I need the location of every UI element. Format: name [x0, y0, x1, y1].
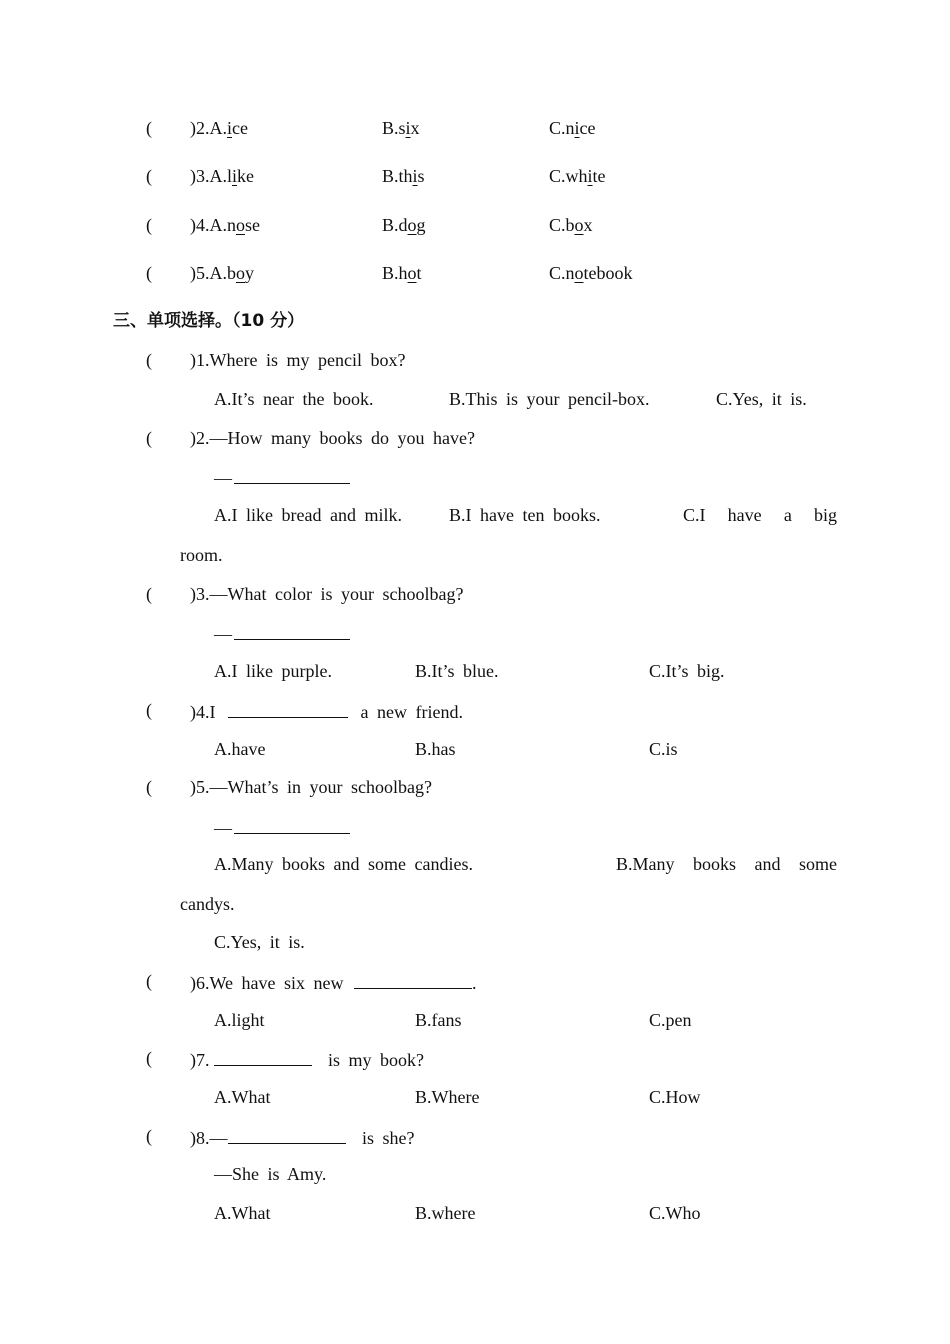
- option-b: B.six: [382, 118, 420, 138]
- answer-line: —: [214, 816, 350, 838]
- fill-blank[interactable]: [214, 1048, 312, 1066]
- answer-paren: (: [146, 215, 152, 235]
- option-c: C.Yes, it is.: [716, 389, 807, 409]
- option-b: B.dog: [382, 215, 426, 235]
- option-c: C.I have a big: [683, 505, 837, 525]
- answer-blank[interactable]: [234, 622, 350, 640]
- option-c: C.is: [649, 739, 678, 759]
- question-stem: )5.—What’s in your schoolbag?: [190, 777, 432, 797]
- option-a: A.I like bread and milk.: [214, 505, 402, 525]
- question-stem: )6.We have six new .: [190, 973, 477, 993]
- option-c: C.It’s big.: [649, 661, 725, 681]
- question-number: )2.A.ice: [190, 118, 248, 138]
- option-b: B.I have ten books.: [449, 505, 601, 525]
- question-stem: )4.I a new friend.: [190, 702, 463, 722]
- answer-paren: (: [146, 263, 152, 283]
- option-a: A.Many books and some candies.: [214, 854, 473, 874]
- answer-blank[interactable]: [234, 816, 350, 834]
- option-c: C.box: [549, 215, 593, 235]
- question-number: )3.A.like: [190, 166, 255, 186]
- answer-paren: (: [146, 1126, 152, 1146]
- answer-line: —: [214, 622, 350, 644]
- option-c: C.white: [549, 166, 606, 186]
- answer-paren: (: [146, 971, 152, 991]
- option-b: B.hot: [382, 263, 422, 283]
- option-a: A.What: [214, 1203, 271, 1223]
- section-heading: 三、单项选择。（10 分）: [113, 311, 305, 331]
- answer-paren: (: [146, 118, 152, 138]
- answer-paren: (: [146, 700, 152, 720]
- question-stem: )3.—What color is your schoolbag?: [190, 584, 464, 604]
- option-c: C.notebook: [549, 263, 633, 283]
- option-a: A.have: [214, 739, 266, 759]
- question-stem: )2.—How many books do you have?: [190, 428, 475, 448]
- answer-paren: (: [146, 584, 152, 604]
- option-c: C.How: [649, 1087, 701, 1107]
- question-number: )5.A.boy: [190, 263, 254, 283]
- question-stem: )1.Where is my pencil box?: [190, 350, 406, 370]
- option-c: C.Yes, it is.: [214, 932, 305, 952]
- fill-blank[interactable]: [228, 700, 348, 718]
- option-b: B.fans: [415, 1010, 462, 1030]
- option-a: A.I like purple.: [214, 661, 332, 681]
- answer-paren: (: [146, 777, 152, 797]
- question-number: )4.A.nose: [190, 215, 260, 235]
- option-b: B.where: [415, 1203, 476, 1223]
- option-a: A.It’s near the book.: [214, 389, 374, 409]
- option-b: B.this: [382, 166, 425, 186]
- fill-blank[interactable]: [228, 1126, 346, 1144]
- answer-blank[interactable]: [234, 466, 350, 484]
- answer-line: —She is Amy.: [214, 1164, 327, 1184]
- option-c: C.nice: [549, 118, 596, 138]
- option-b: B.This is your pencil-box.: [449, 389, 650, 409]
- option-b-continued: candys.: [180, 894, 235, 914]
- fill-blank[interactable]: [354, 971, 472, 989]
- option-b: B.Many books and some: [616, 854, 837, 874]
- question-stem: )7. is my book?: [190, 1050, 424, 1070]
- answer-line: —: [214, 466, 350, 488]
- option-b: B.Where: [415, 1087, 480, 1107]
- answer-paren: (: [146, 1048, 152, 1068]
- option-c: C.pen: [649, 1010, 692, 1030]
- option-b: B.has: [415, 739, 456, 759]
- option-a: A.What: [214, 1087, 271, 1107]
- question-stem: )8.— is she?: [190, 1128, 415, 1148]
- option-c-continued: room.: [180, 545, 223, 565]
- answer-paren: (: [146, 166, 152, 186]
- option-a: A.light: [214, 1010, 265, 1030]
- option-c: C.Who: [649, 1203, 701, 1223]
- answer-paren: (: [146, 428, 152, 448]
- option-b: B.It’s blue.: [415, 661, 499, 681]
- answer-paren: (: [146, 350, 152, 370]
